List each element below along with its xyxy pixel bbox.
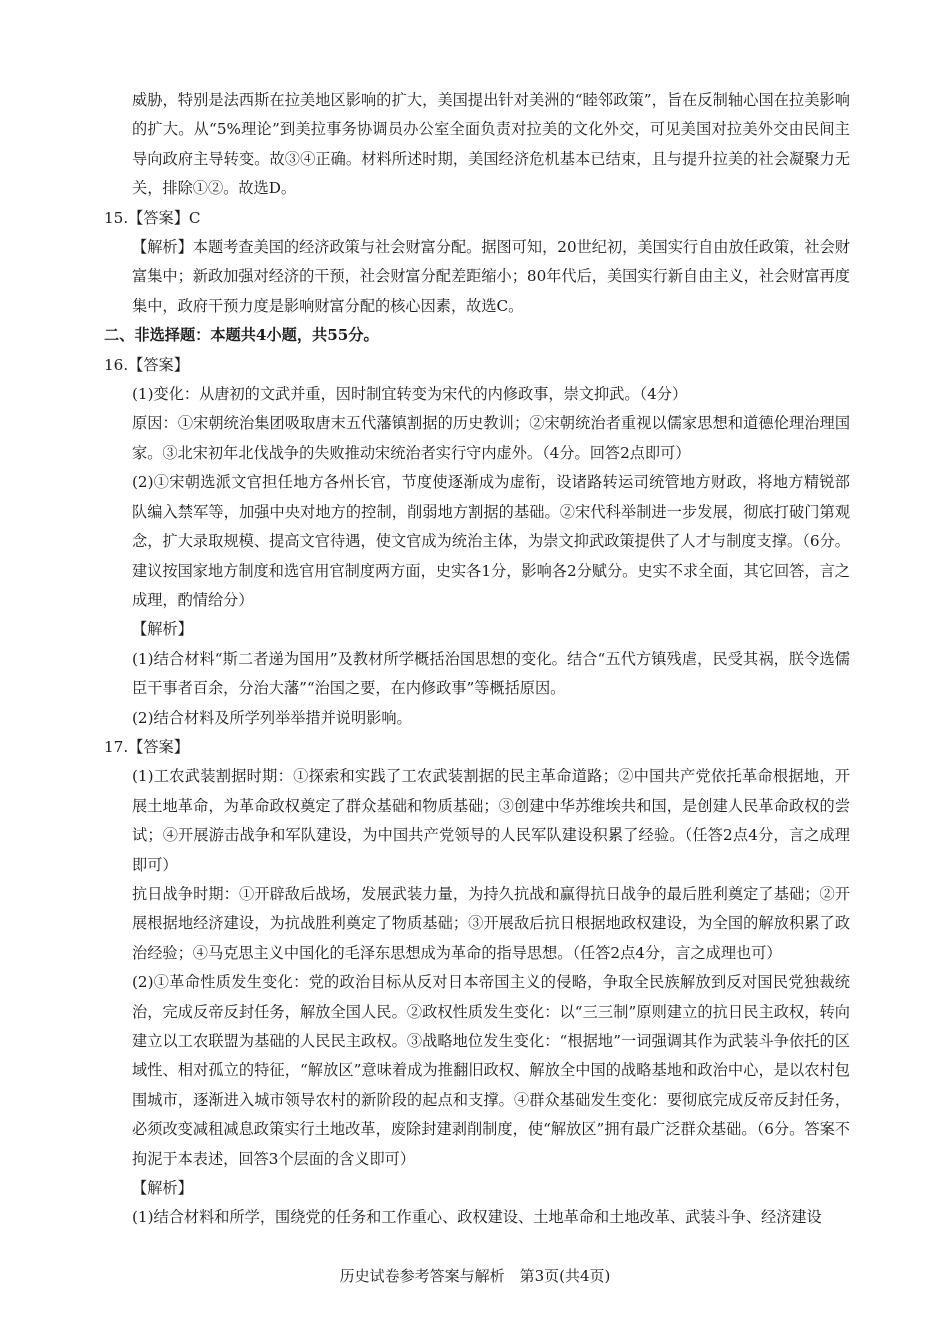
q16-analysis-label: 【解析】 <box>132 620 193 639</box>
q17-answer-1: (1)工农武装割据时期：①探索和实践了工农武装割据的民主革命道路；②中国共产党依托革命根据地，开展土地革命，为革命政权奠定了群众基础和物质基础；③创建中华苏维埃共和国，是创建人民革命政权的尝试；④开展游击战争和军队建设，为中国共产党领导的人民军队建设积累了经验。（任答2点4分，言之成理即可） <box>132 767 850 874</box>
q16-answer-label: 16.【答案】 <box>104 355 189 374</box>
q15-answer: 15.【答案】C <box>104 208 201 227</box>
q17-answer-2: (2)①革命性质发生变化：党的政治目标从反对日本帝国主义的侵略，争取全民族解放到反对国民党独裁统治，完成反帝反封任务，解放全国人民。②政权性质发生变化：以“三三制”原则建立的抗日民主政权，转向建立以工农联盟为基础的人民民主政权。③战略地位发生变化：“根据地”一词强调其作为武装斗争依托的区域性、相对孤立的特征，“解放区”意味着成为推翻旧政权、解放全中国的战略基地和政治中心，是以农村包围城市，逐渐进入城市领导农村的新阶段的起点和支撑。④群众基础发生变化：要彻底完成反帝反封任务，必须改变减租减息政策实行土地改革，废除封建剥削制度，使“解放区”拥有最广泛群众基础。（6分。答案不拘泥于本表述，回答3个层面的含义即可） <box>132 973 850 1168</box>
q16-answer-2: (2)①宋朝选派文官担任地方各州长官，节度使逐渐成为虚衔，设诸路转运司统管地方财政，将地方精锐部队编入禁军等，加强中央对地方的控制，削弱地方割据的基础。②宋代科举制进一步发展，彻底打破门第观念，扩大录取规模、提高文官待遇，使文官成为统治主体，为崇文抑武政策提供了人才与制度支撑。（6分。建议按国家地方制度和选官用官制度两方面，史实各1分，影响各2分赋分。史实不求全面，其它回答，言之成理，酌情给分） <box>132 473 850 609</box>
q16-answer-1-reason: 原因：①宋朝统治集团吸取唐末五代藩镇割据的历史教训；②宋朝统治者重视以儒家思想和道德伦理治理国家。③北宋初年北伐战争的失败推动宋统治者实行守内虚外。（4分。回答2点即可） <box>132 414 850 462</box>
answer-content <box>104 86 850 1233</box>
q17-answer-label: 17.【答案】 <box>104 737 189 756</box>
q16-analysis-1: (1)结合材料“斯二者递为国用”及教材所学概括治国思想的变化。结合“五代方镇残虐，民受其祸，朕令选儒臣干事者百余，分治大藩”“治国之要，在内修政事”等概括原因。 <box>132 649 850 698</box>
q17-answer-1b: 抗日战争时期：①开辟敌后战场，发展武装力量，为持久抗战和赢得抗日战争的最后胜利奠定了基础；②开展根据地经济建设，为抗战胜利奠定了物质基础；③开展敌后抗日根据地政权建设，为全国的解放积累了政治经验；④马克思主义中国化的毛泽东思想成为革命的指导思想。（任答2点4分，言之成理也可） <box>132 884 850 962</box>
q16-analysis-2: (2)结合材料及所学列举举措并说明影响。 <box>132 708 412 727</box>
q14-analysis-continuation: 威胁，特别是法西斯在拉美地区影响的扩大，美国提出针对美洲的“睦邻政策”，旨在反制轴心国在拉美影响的扩大。从“5%理论”到美拉事务协调员办公室全面负责对拉美的文化外交，可见美国对拉美外交由民间主导向政府主导转变。故③④正确。材料所述时期，美国经济危机基本已结束，且与提升拉美的社会凝聚力无关，排除①②。故选D。 <box>132 91 850 198</box>
q17-analysis-1: (1)结合材料和所学，围绕党的任务和工作重心、政权建设、土地革命和土地改革、武装斗争、经济建设 <box>132 1208 822 1227</box>
section-2-title: 二、非选择题：本题共4小题，共55分。 <box>104 326 379 345</box>
q15-analysis: 【解析】本题考查美国的经济政策与社会财富分配。据图可知，20世纪初，美国实行自由放任政策，社会财富集中；新政加强对经济的干预，社会财富分配差距缩小；80年代后，美国实行新自由主义，社会财富再度集中，政府干预力度是影响财富分配的核心因素，故选C。 <box>132 238 850 315</box>
page-footer: 历史试卷参考答案与解析 第3页(共4页) <box>339 1267 611 1285</box>
q17-analysis-label: 【解析】 <box>132 1179 193 1198</box>
q16-answer-1-change: (1)变化：从唐初的文武并重，因时制宜转变为宋代的内修政事，崇文抑武。（4分） <box>132 385 688 404</box>
